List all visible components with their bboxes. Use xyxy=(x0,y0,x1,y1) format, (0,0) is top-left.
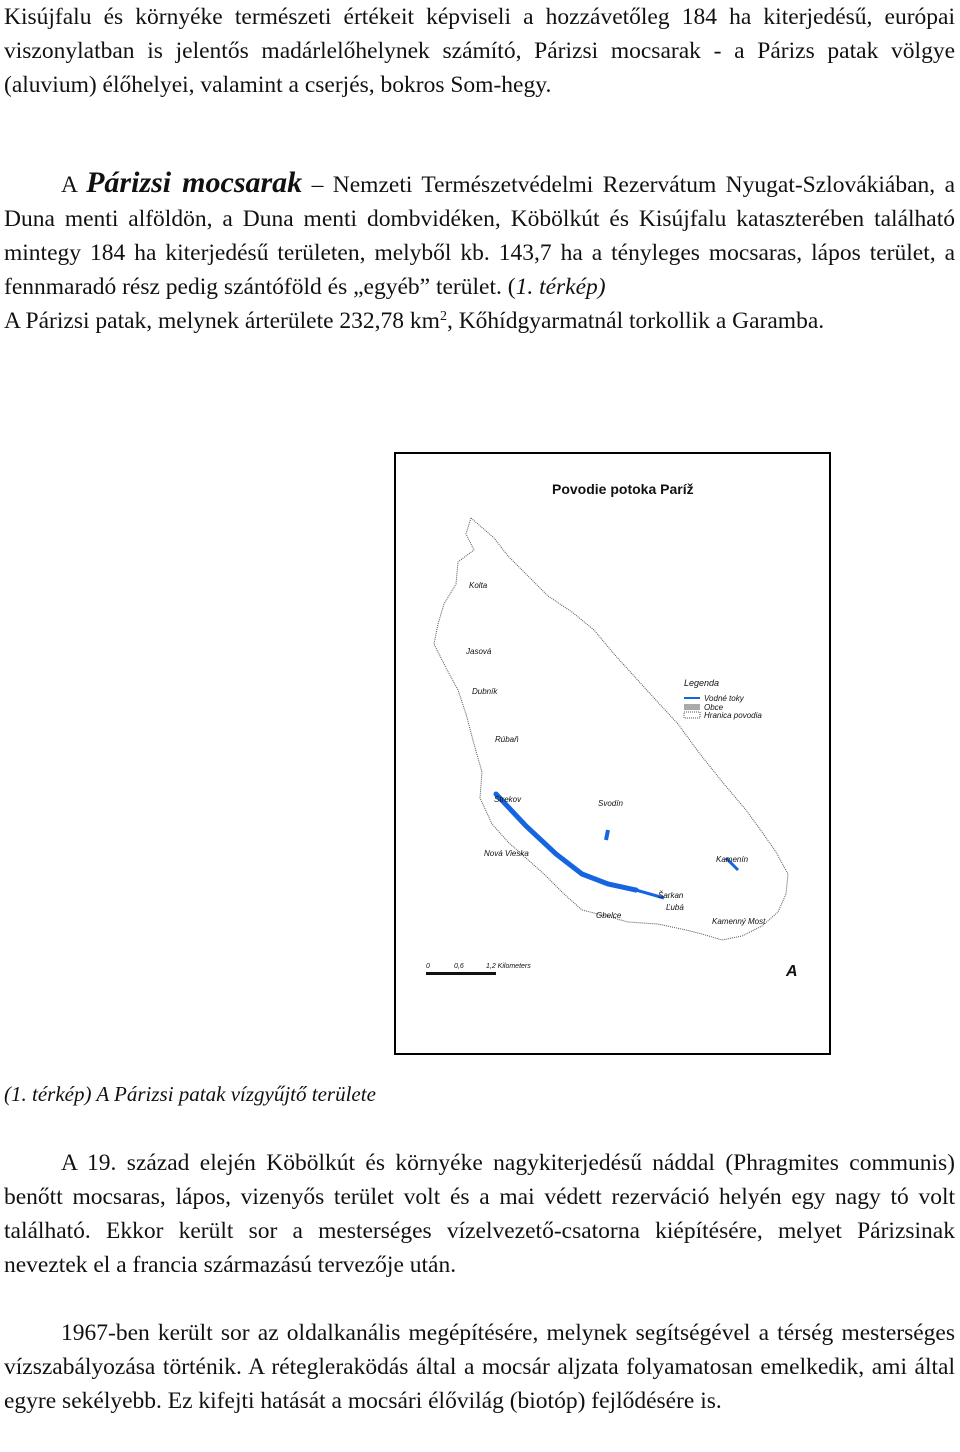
place-kamenny-most: Kamenný Most xyxy=(712,917,766,926)
place-kolta: Kolta xyxy=(469,581,488,590)
place-strekov: Strekov xyxy=(494,795,522,804)
scale-06: 0,6 xyxy=(454,963,464,970)
stream-svodin xyxy=(606,830,608,840)
history-text: A 19. század elején Köbölkút és környéke nagykiterjedésű náddal (Phragmites communis) benőtt mocsaras, lápos, vizenyős terület volt és a mai védett rezerváció helyén egy nagy tó volt található. Ekkor került sor a mesterséges vízelvezető-csatorna kiépítésére, melyet Párizsinak neveztek el a francia származású tervezője után. xyxy=(4,1150,955,1278)
superscript: 2 xyxy=(439,309,447,324)
place-kamenin: Kamenín xyxy=(716,855,749,864)
legend-boundary-swatch xyxy=(684,712,700,718)
map-title: Povodie potoka Paríž xyxy=(552,481,694,497)
legend-title: Legenda xyxy=(684,678,720,688)
legend-water: Vodné toky xyxy=(704,694,744,703)
place-sarkan: Šarkan xyxy=(658,891,684,900)
text-a: A xyxy=(61,172,77,198)
place-jasova: Jasová xyxy=(466,647,492,656)
place-svodin: Svodín xyxy=(598,799,623,808)
text-1967: 1967-ben került sor az oldalkanális megépítésére, melynek segítségével a térség mesterséges vízszabályozása történik. A rétegleraködás által a mocsár aljzata folyamatosan emelkedik, ami által egyre sekélyebb. Ez kifejti hatását a mocsári élővilág (biotóp) fejlődésére is. xyxy=(4,1320,955,1414)
text-b: – Nemzeti Természetvédelmi Rezervátum Nyugat-Szlovákiában, a Duna menti alföldön, a Duna menti dombvidéken, Köbölkút és Kisújfalu kataszterében található mintegy 184 ha kiterjedésű területen, melyből kb. 143,7 ha a tényleges mocsaras, lápos terület, a fennmaradó rész pedig szántóföld és „egyéb” terület. ( xyxy=(4,172,955,300)
place-nova-vieska: Nová Vieska xyxy=(484,849,529,858)
reserve-name: Párizsi mocsarak xyxy=(86,166,303,199)
scale-bar xyxy=(426,972,496,975)
paragraph-intro: Kisújfalu és környéke természeti értékeit képviseli a hozzávetőleg 184 ha kiterjedésű, európai viszonylatban is jelentős madárlelőhelynek számító, Párizsi mocsarak - a Párizs patak völgye (aluvium) élőhelyei, valamint a cserjés, bokros Som-hegy. xyxy=(4,4,955,98)
figure-caption: (1. térkép) A Párizsi patak vízgyűjtő területe xyxy=(4,1082,376,1106)
scale-12: 1,2 Kilometers xyxy=(486,963,531,970)
place-luba: Ľubá xyxy=(666,903,684,912)
map-reference: 1. térkép) xyxy=(515,274,606,300)
place-gbelce: Gbelce xyxy=(596,911,622,920)
paragraph-history xyxy=(4,1146,955,1282)
map-figure xyxy=(394,452,831,1055)
scale-0: 0 xyxy=(426,963,430,970)
north-arrow: A xyxy=(786,963,798,980)
text-d: , Kőhídgyarmatnál torkollik a Garamba. xyxy=(446,308,825,334)
paragraph-1967 xyxy=(4,1316,955,1418)
text-c: A Párizsi patak, melynek árterülete 232,78 km xyxy=(4,308,440,334)
paragraph-reserve xyxy=(4,166,955,338)
place-ruban: Rúbaň xyxy=(495,735,519,744)
map-svg xyxy=(396,454,829,1053)
place-dubnik: Dubník xyxy=(472,687,498,696)
legend-boundary: Hranica povodia xyxy=(704,711,762,720)
stream-main xyxy=(496,794,636,890)
legend-village: Obce xyxy=(704,703,724,712)
legend-village-swatch xyxy=(684,704,700,710)
